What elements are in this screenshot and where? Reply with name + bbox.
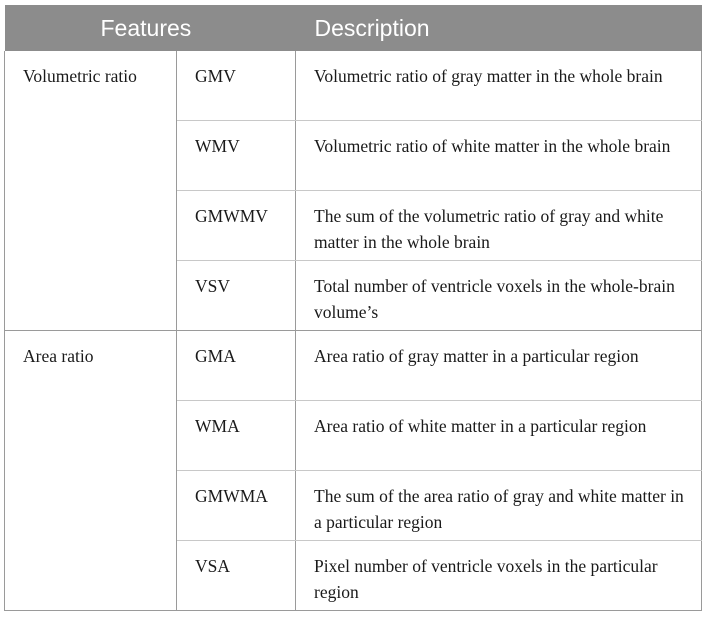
feature-abbr: WMV bbox=[177, 121, 296, 191]
features-table-container bbox=[4, 5, 701, 611]
feature-abbr: VSA bbox=[177, 541, 296, 611]
feature-abbr: GMWMA bbox=[177, 471, 296, 541]
table-row bbox=[5, 51, 702, 121]
features-table bbox=[4, 5, 702, 611]
group-label-volumetric-ratio: Volumetric ratio bbox=[5, 51, 177, 331]
header-features: Features bbox=[5, 5, 296, 51]
feature-description: Area ratio of white matter in a particular region bbox=[296, 401, 702, 471]
feature-description: The sum of the area ratio of gray and white matter in a particular region bbox=[296, 471, 702, 541]
feature-description: Pixel number of ventricle voxels in the particular region bbox=[296, 541, 702, 611]
feature-description: Volumetric ratio of white matter in the whole brain bbox=[296, 121, 702, 191]
feature-abbr: GMA bbox=[177, 331, 296, 401]
feature-abbr: GMWMV bbox=[177, 191, 296, 261]
group-label-area-ratio: Area ratio bbox=[5, 331, 177, 611]
feature-abbr: WMA bbox=[177, 401, 296, 471]
feature-abbr: VSV bbox=[177, 261, 296, 331]
feature-description: The sum of the volumetric ratio of gray and white matter in the whole brain bbox=[296, 191, 702, 261]
feature-description: Volumetric ratio of gray matter in the whole brain bbox=[296, 51, 702, 121]
header-description: Description bbox=[296, 5, 702, 51]
table-header bbox=[5, 5, 702, 51]
feature-description: Total number of ventricle voxels in the whole-brain volume’s bbox=[296, 261, 702, 331]
table-row bbox=[5, 331, 702, 401]
feature-abbr: GMV bbox=[177, 51, 296, 121]
table-body bbox=[5, 51, 702, 611]
feature-description: Area ratio of gray matter in a particular region bbox=[296, 331, 702, 401]
